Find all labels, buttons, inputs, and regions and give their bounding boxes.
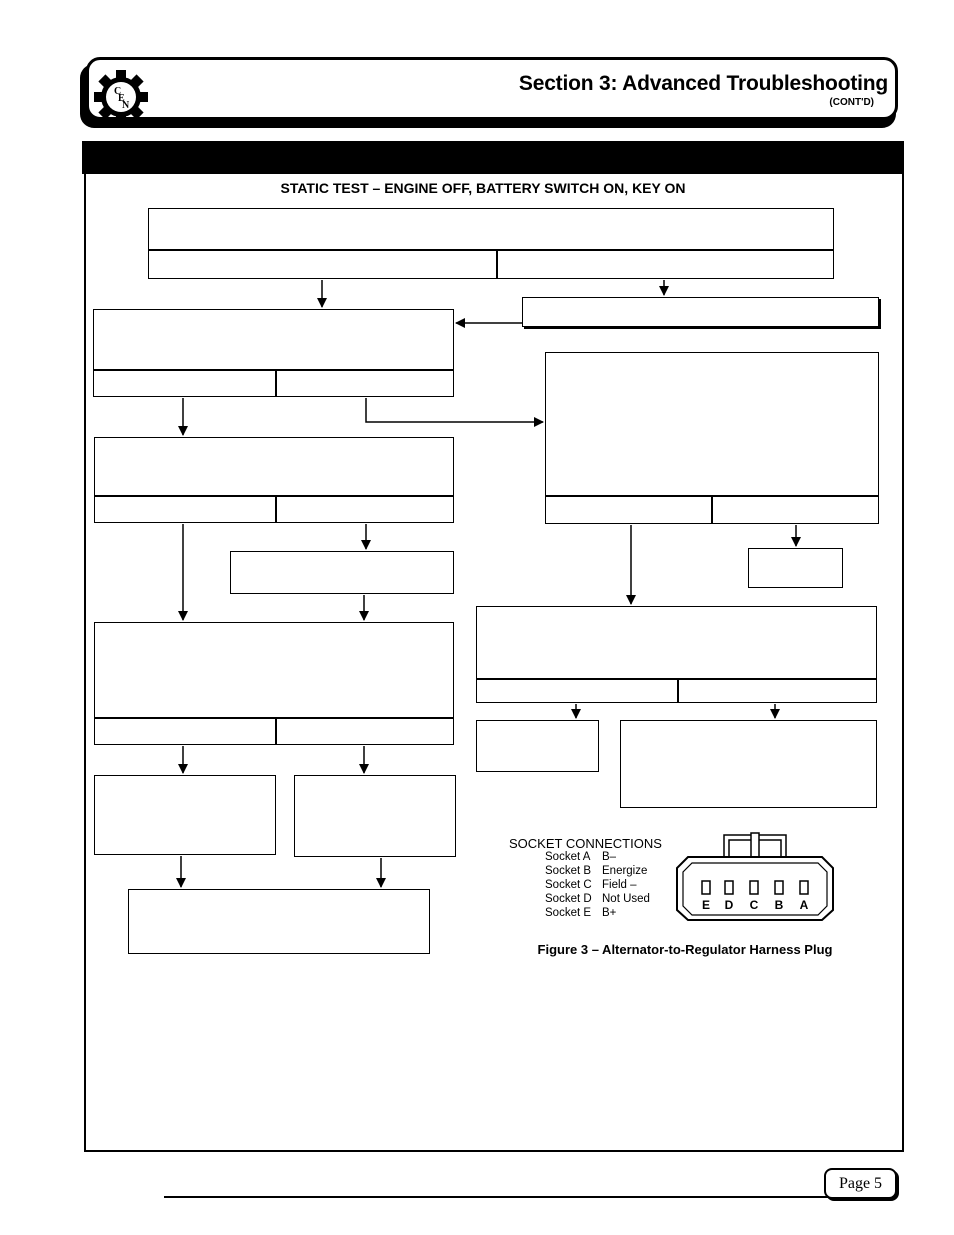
socket-function: Field –	[602, 879, 637, 891]
logo-letter-c: C	[114, 86, 122, 97]
socket-row	[545, 851, 616, 863]
socket-function: B–	[602, 851, 617, 863]
flowchart-title: STATIC TEST – ENGINE OFF, BATTERY SWITCH ON, KEY ON	[280, 180, 686, 196]
socket-label: Socket D	[545, 893, 592, 905]
footer-rule	[164, 1196, 828, 1198]
pin-label-a: A	[799, 898, 809, 912]
socket-function: Not Used	[602, 893, 650, 905]
socket-connections-title: SOCKET CONNECTIONS	[509, 836, 662, 851]
page-number: Page 5	[824, 1168, 897, 1199]
socket-label: Socket E	[545, 907, 592, 919]
harness-plug-diagram	[672, 832, 838, 924]
figure-caption: Figure 3 – Alternator-to-Regulator Harness Plug	[537, 942, 833, 957]
pin-label-e: E	[701, 898, 711, 912]
socket-label: Socket A	[545, 851, 591, 863]
socket-row	[545, 879, 637, 891]
socket-label: Socket B	[545, 865, 592, 877]
logo-letter-n: N	[122, 100, 130, 111]
logo-letter-e: E	[118, 93, 125, 104]
socket-label: Socket C	[545, 879, 592, 891]
section-title: Section 3: Advanced Troubleshooting	[518, 72, 888, 95]
pin-label-d: D	[724, 898, 734, 912]
socket-function: B+	[602, 907, 617, 919]
socket-row	[545, 893, 650, 905]
socket-row	[545, 907, 616, 919]
socket-row	[545, 865, 647, 877]
pin-label-b: B	[774, 898, 784, 912]
pin-label-c: C	[749, 898, 759, 912]
arrow	[366, 398, 543, 422]
socket-function: Energize	[602, 865, 648, 877]
section-subtitle: (CONT'D)	[829, 97, 874, 108]
